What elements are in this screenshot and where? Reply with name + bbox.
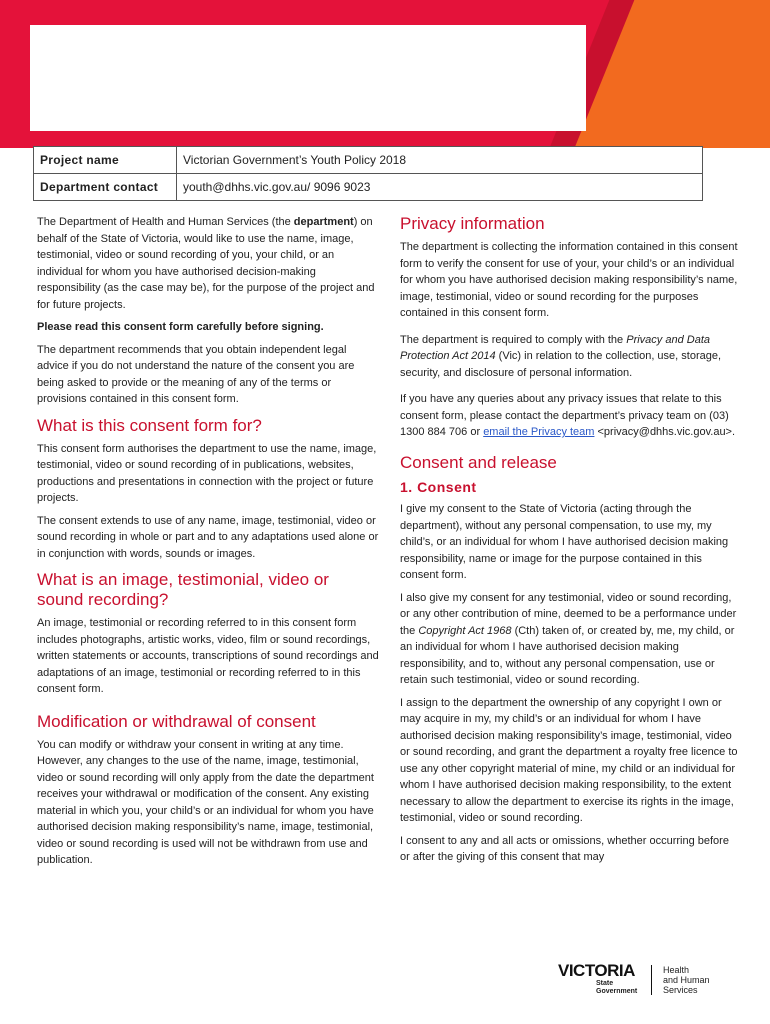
title-box xyxy=(30,25,586,131)
privacy-paragraph-2: The department is required to comply with the Privacy and Data Protection Act 2014 (Vic) in relation to the collection, use, storage, security, and disclosure of personal information. xyxy=(400,333,722,379)
what-for-paragraph-1: This consent form authorises the department to use the name, image, testimonial, video or sound recording of in publications, websites, productions and presentations in connection with the project or future projects. xyxy=(37,442,377,504)
left-column xyxy=(37,214,379,875)
logo-department: Health and Human Services xyxy=(663,965,710,995)
victoria-government-logo xyxy=(558,953,728,999)
modification-paragraph: You can modify or withdraw your consent in writing at any time. However, any changes to the use of the name, image, testimonial, video or sound recording will only apply from the date the department receives your withdrawal or modification of the consent. Any existing material in which you, your child’s or an individual for whom you have authorised decision making responsibility’s name, image, testimonial, video or sound recording is used will not be withdrawn from use and publication. xyxy=(37,738,374,866)
privacy-paragraph-1: The department is collecting the information contained in this consent form to verify the consent for use of your, your child’s or an individual for whom you have authorised decision making responsibility’s name, image, testimonial, video or sound recording for the purposes contained in this consent form. xyxy=(400,241,738,319)
logo-divider xyxy=(651,965,652,995)
heading-what-for: What is this consent form for? xyxy=(37,415,262,435)
project-name-value: Victorian Government’s Youth Policy 2018 xyxy=(177,147,703,174)
project-info-table xyxy=(33,146,703,201)
what-is-paragraph: An image, testimonial or recording referred to in this consent form includes photographs, artistic works, video, film or sound recordings, written statements or accounts, transcriptions of sound recordings and adaptations of an image, testimonial or recording referred to in this consent form. xyxy=(37,617,379,695)
consent-paragraph-4: I consent to any and all acts or omissions, whether occurring before or after the giving of this consent that may xyxy=(400,834,729,863)
department-contact-label: Department contact xyxy=(34,174,177,201)
heading-consent: 1. Consent xyxy=(400,478,477,495)
right-column xyxy=(400,214,740,872)
intro-paragraph: The Department of Health and Human Services (the department) on behalf of the State of Victoria, would like to use the name, image, testimonial, video or sound recording of you, your child, or an individual for whom you have authorised decision-making responsibility (as the case may be), for the purpose of the project and for future projects. xyxy=(37,216,375,311)
consent-paragraph-2: I also give my consent for any testimonial, video or sound recording, or any other contribution of mine, deemed to be a performance under the Copyright Act 1968 (Cth) taken of, or created by, me, my child, or an individual for whom I have authorised decision making responsibility, and to, without any personal compensation, use or retain such testimonial, video or sound recording. xyxy=(400,591,737,686)
privacy-paragraph-3: If you have any queries about any privacy issues that relate to this consent form, please contact the department’s privacy team on (03) 1300 884 706 or email the Privacy team <privacy@dhhs.vic.gov.au>. xyxy=(400,393,736,438)
table-row xyxy=(34,174,703,201)
table-row xyxy=(34,147,703,174)
what-for-paragraph-2: The consent extends to use of any name, image, testimonial, video or sound recording in whole or part and to any adaptations used alone or in conjunction with words, sounds or images. xyxy=(37,514,379,560)
project-name-label: Project name xyxy=(34,147,177,174)
logo-subtitle: State Government xyxy=(596,980,638,995)
heading-what-is: What is an image, testimonial, video or sound recording? xyxy=(37,570,329,609)
heading-consent-release: Consent and release xyxy=(400,452,557,472)
consent-paragraph-3: I assign to the department the ownership of any copyright I own or may acquire in my, my child’s or an individual for whom I have authorised decision making responsibility’s image, testimonial, video or sound recording, and grant the department a royalty free licence to use any other copyright material of mine, my child or an individual for whom I have authorised decision making responsibility, to the extent necessary to allow the department to exercise its rights in the image, testimonial, video or sound recording. xyxy=(400,696,738,824)
email-privacy-team-link[interactable]: email the Privacy team xyxy=(483,426,595,438)
recommend-paragraph: The department recommends that you obtain independent legal advice if you do not understand the nature of the consent you are being asked to provide or the meaning of any of the terms or provisions contained in this consent form. xyxy=(37,343,355,405)
consent-paragraph-1: I give my consent to the State of Victoria (acting through the department), without any personal compensation, to use my, my child’s, or an individual for whom I have authorised decision making responsibility, name or image for the purpose contained in this consent form. xyxy=(400,503,729,581)
department-contact-value: youth@dhhs.vic.gov.au/ 9096 9023 xyxy=(177,174,703,201)
heading-privacy: Privacy information xyxy=(400,214,545,233)
heading-modification: Modification or withdrawal of consent xyxy=(37,711,316,731)
read-notice: Please read this consent form carefully before signing. xyxy=(37,321,324,333)
logo-wordmark: VICTORIA xyxy=(558,961,635,980)
